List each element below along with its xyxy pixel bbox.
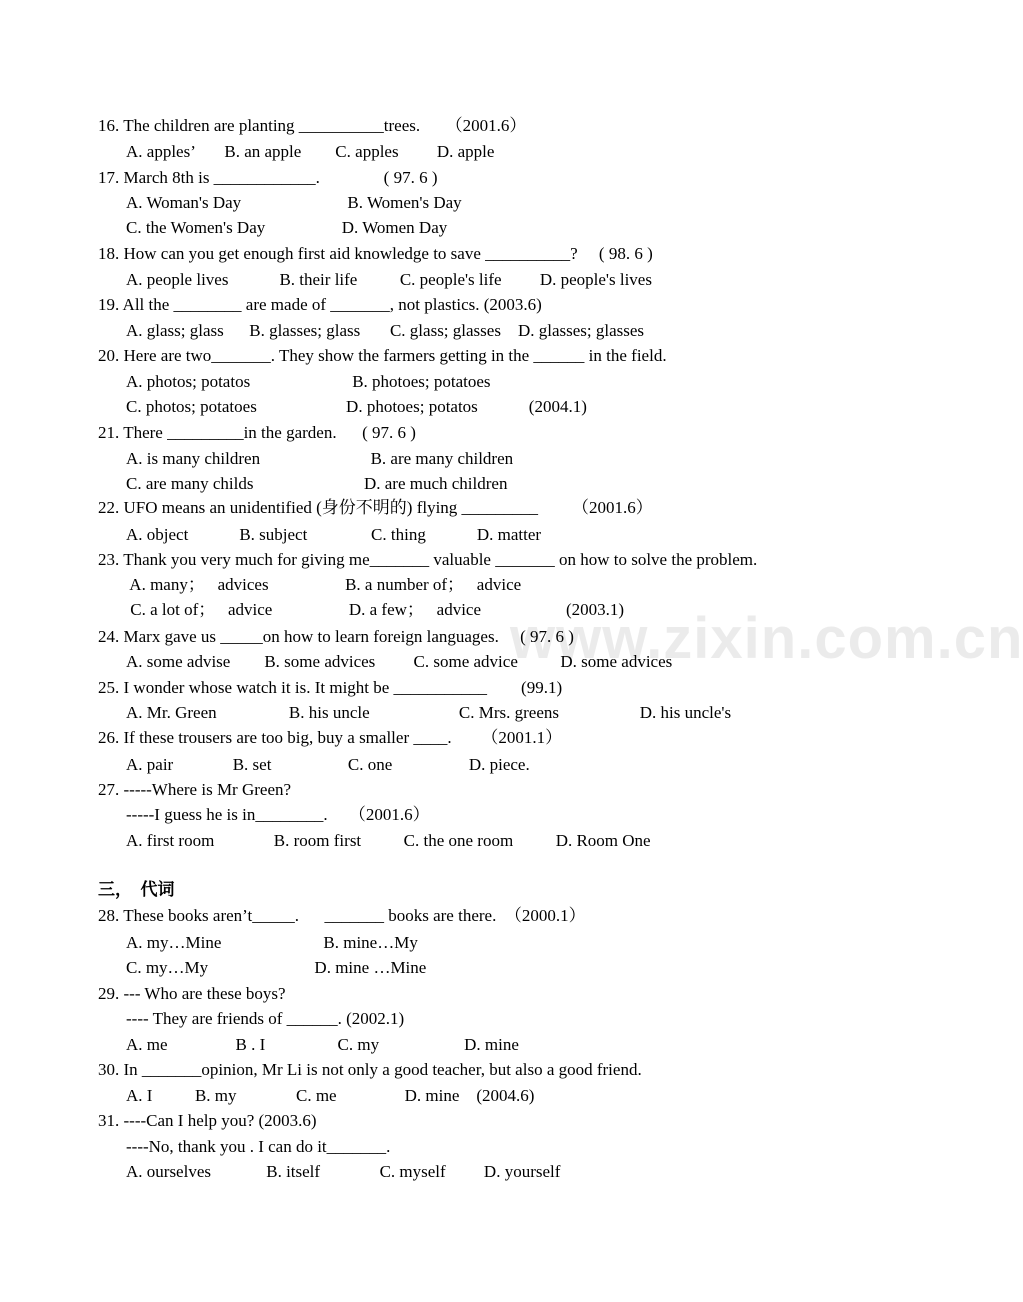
question-31-reply: ----No, thank you . I can do it_______.: [126, 1137, 391, 1156]
question-31: 31. ----Can I help you? (2003.6): [98, 1111, 317, 1130]
options-18: A. people lives B. their life C. people's life D. people's lives: [126, 270, 652, 289]
options-16: A. apples’ B. an apple C. apples D. apple: [126, 142, 495, 161]
question-25: 25. I wonder whose watch it is. It might be ___________ (99.1): [98, 678, 563, 697]
question-23: 23. Thank you very much for giving me_______ valuable _______ on how to solve the problem.: [98, 550, 758, 569]
question-17: 17. March 8th is ____________. ( 97. 6 ): [98, 168, 438, 187]
options-17-b: C. the Women's Day D. Women Day: [126, 218, 448, 237]
options-20-b: C. photos; potatoes D. photoes; potatos (2004.1): [126, 397, 587, 416]
options-21-b: C. are many childs D. are much children: [126, 474, 508, 493]
options-26: A. pair B. set C. one D. piece.: [126, 755, 530, 774]
question-19: 19. All the ________ are made of _______, not plastics. (2003.6): [98, 295, 542, 314]
question-27-reply: -----I guess he is in________. （2001.6）: [126, 805, 430, 824]
options-17-a: A. Woman's Day B. Women's Day: [126, 193, 462, 212]
question-29-reply: ---- They are friends of ______. (2002.1): [126, 1009, 405, 1028]
options-20-a: A. photos; potatos B. photoes; potatoes: [126, 372, 491, 391]
question-20: 20. Here are two_______. They show the farmers getting in the ______ in the field.: [98, 346, 667, 365]
question-28: 28. These books aren’t_____. _______ books are there. （2000.1）: [98, 906, 586, 925]
question-22: 22. UFO means an unidentified (身份不明的) flying _________ （2001.6）: [98, 498, 653, 517]
question-27: 27. -----Where is Mr Green?: [98, 780, 292, 799]
question-24: 24. Marx gave us _____on how to learn foreign languages. ( 97. 6 ): [98, 627, 574, 646]
question-26: 26. If these trousers are too big, buy a smaller ____. （2001.1）: [98, 728, 563, 747]
options-23-b: C. a lot of； advice D. a few； advice (2003.1): [126, 600, 625, 619]
watermark: www.zixin.com.cn: [510, 606, 1023, 671]
options-31: A. ourselves B. itself C. myself D. yourself: [126, 1162, 561, 1181]
question-29: 29. --- Who are these boys?: [98, 984, 286, 1003]
question-30: 30. In _______opinion, Mr Li is not only a good teacher, but also a good friend.: [98, 1060, 642, 1079]
options-22: A. object B. subject C. thing D. matter: [126, 525, 542, 544]
options-25: A. Mr. Green B. his uncle C. Mrs. greens D. his uncle's: [126, 703, 732, 722]
options-28-b: C. my…My D. mine …Mine: [126, 958, 427, 977]
section-heading-pronouns: 三， 代词: [98, 880, 175, 899]
options-29: A. me B . I C. my D. mine: [126, 1035, 519, 1054]
options-19: A. glass; glass B. glasses; glass C. glass; glasses D. glasses; glasses: [126, 321, 645, 340]
options-24: A. some advise B. some advices C. some advice D. some advices: [126, 652, 673, 671]
question-21: 21. There _________in the garden. ( 97. 6 ): [98, 423, 416, 442]
question-16: 16. The children are planting __________trees. （2001.6）: [98, 116, 527, 135]
options-28-a: A. my…Mine B. mine…My: [126, 933, 418, 952]
options-21-a: A. is many children B. are many children: [126, 449, 514, 468]
question-18: 18. How can you get enough first aid knowledge to save __________? ( 98. 6 ): [98, 244, 653, 263]
options-27: A. first room B. room first C. the one room D. Room One: [126, 831, 651, 850]
options-23-a: A. many； advices B. a number of； advice: [126, 575, 522, 594]
options-30: A. I B. my C. me D. mine (2004.6): [126, 1086, 535, 1105]
